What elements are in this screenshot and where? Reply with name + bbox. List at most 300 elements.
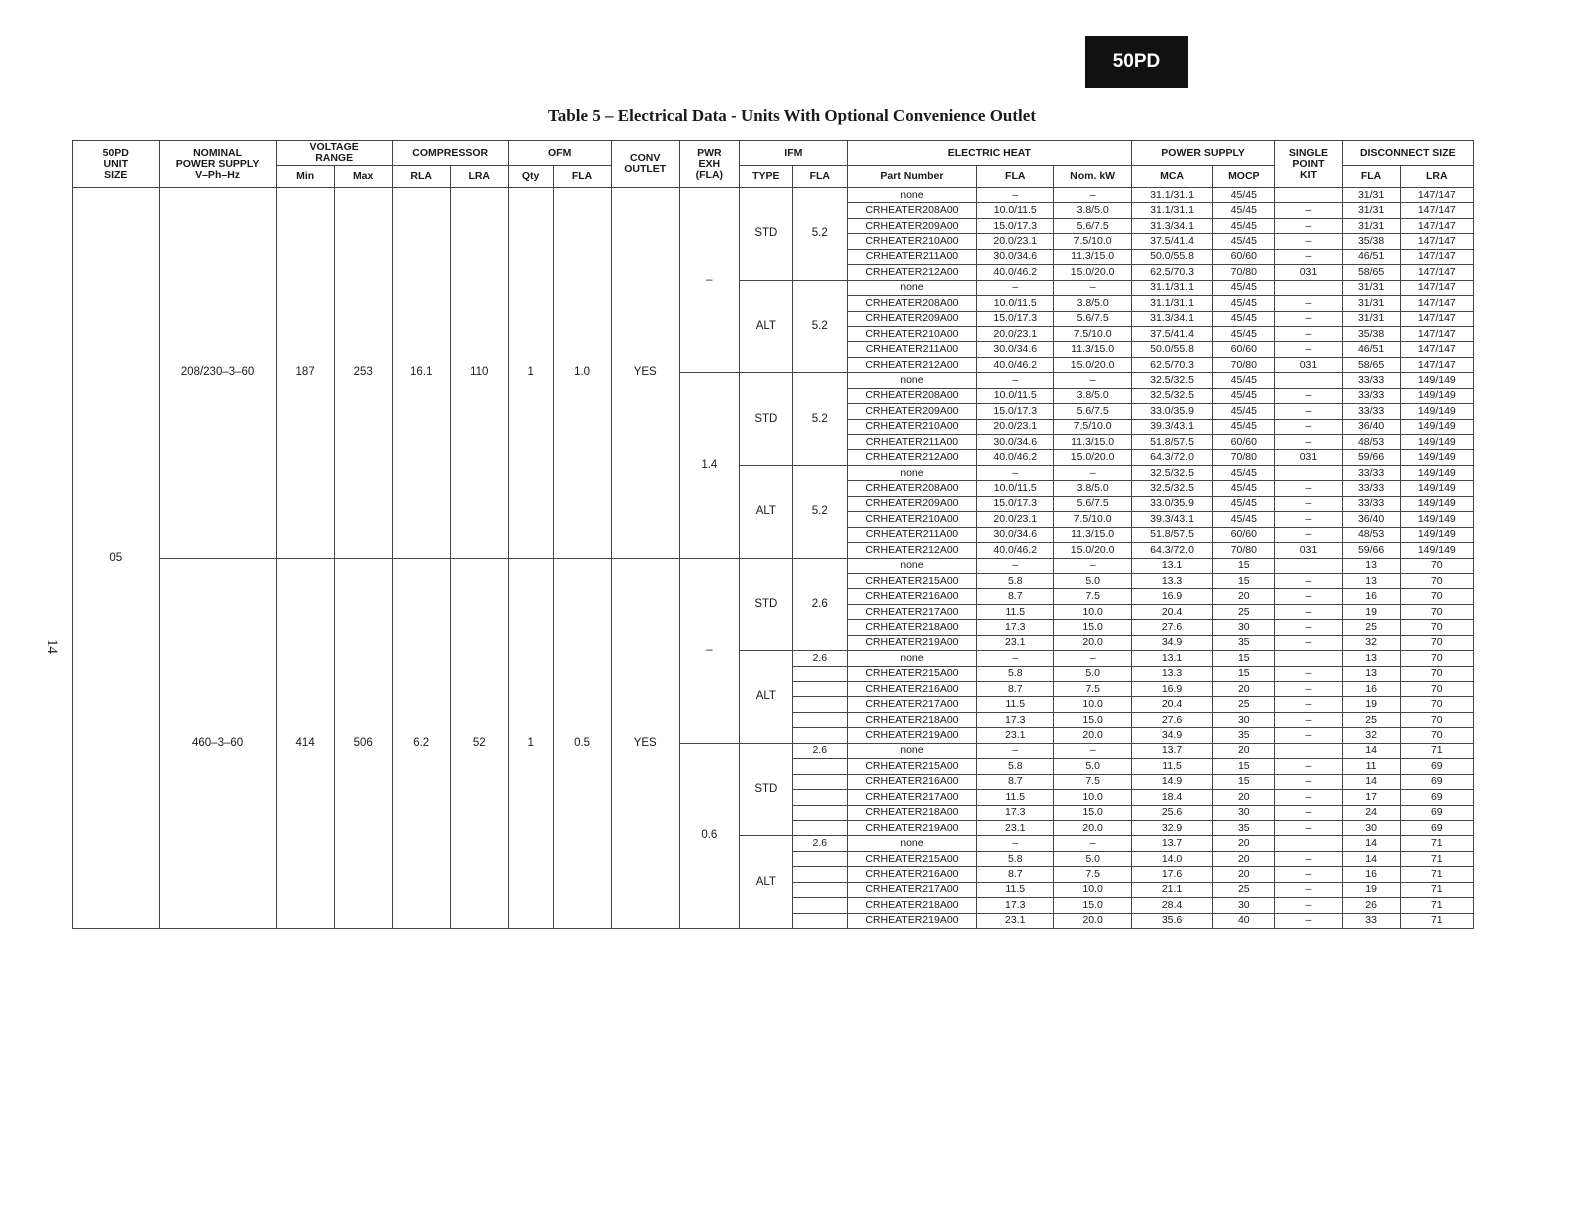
mca-cell: 21.1 <box>1131 882 1212 897</box>
nom-kw-cell: 11.3/15.0 <box>1054 249 1131 264</box>
disconnect-lra-cell: 70 <box>1400 682 1473 697</box>
disconnect-fla-cell: 33/33 <box>1342 481 1400 496</box>
mca-cell: 25.6 <box>1131 805 1212 820</box>
voltage-max-cell: 253 <box>334 188 392 559</box>
nom-kw-cell: 7.5/10.0 <box>1054 512 1131 527</box>
heat-fla-cell: 30.0/34.6 <box>977 435 1054 450</box>
col-part-number: Part Number <box>847 166 976 188</box>
mocp-cell: 45/45 <box>1213 188 1275 203</box>
part-number-cell: none <box>847 280 976 295</box>
col-power-supply: POWER SUPPLY <box>1131 141 1275 166</box>
part-number-cell: CRHEATER209A00 <box>847 496 976 511</box>
mocp-cell: 20 <box>1213 836 1275 851</box>
nom-kw-cell: 15.0 <box>1054 805 1131 820</box>
ifm-type-cell: STD <box>739 373 792 466</box>
nom-kw-cell: 15.0 <box>1054 898 1131 913</box>
col-pwr-exh: PWR EXH (FLA) <box>679 141 739 188</box>
single-point-kit-cell: – <box>1275 589 1342 604</box>
disconnect-lra-cell: 70 <box>1400 651 1473 666</box>
heat-fla-cell: – <box>977 465 1054 480</box>
disconnect-fla-cell: 31/31 <box>1342 311 1400 326</box>
heat-fla-cell: 10.0/11.5 <box>977 296 1054 311</box>
col-nominal-power-supply: NOMINAL POWER SUPPLY V–Ph–Hz <box>159 141 276 188</box>
disconnect-lra-cell: 149/149 <box>1400 450 1473 465</box>
ifm-type-cell: ALT <box>739 465 792 558</box>
compressor-rla-cell: 6.2 <box>392 558 450 929</box>
mca-cell: 37.5/41.4 <box>1131 326 1212 341</box>
disconnect-lra-cell: 70 <box>1400 712 1473 727</box>
nom-kw-cell: 10.0 <box>1054 697 1131 712</box>
conv-outlet-cell: YES <box>611 188 679 559</box>
heat-fla-cell: 10.0/11.5 <box>977 203 1054 218</box>
heat-fla-cell: 15.0/17.3 <box>977 311 1054 326</box>
ifm-fla-cell <box>792 774 847 789</box>
part-number-cell: CRHEATER216A00 <box>847 589 976 604</box>
mca-cell: 14.9 <box>1131 774 1212 789</box>
single-point-kit-cell: – <box>1275 326 1342 341</box>
mocp-cell: 30 <box>1213 805 1275 820</box>
disconnect-lra-cell: 70 <box>1400 635 1473 650</box>
heat-fla-cell: 20.0/23.1 <box>977 326 1054 341</box>
nom-kw-cell: 11.3/15.0 <box>1054 435 1131 450</box>
single-point-kit-cell <box>1275 836 1342 851</box>
nom-kw-cell: 7.5/10.0 <box>1054 326 1131 341</box>
mca-cell: 31.3/34.1 <box>1131 311 1212 326</box>
heat-fla-cell: 17.3 <box>977 805 1054 820</box>
nom-kw-cell: 7.5 <box>1054 774 1131 789</box>
mca-cell: 31.1/31.1 <box>1131 280 1212 295</box>
ifm-fla-cell: 2.6 <box>792 651 847 666</box>
disconnect-lra-cell: 147/147 <box>1400 311 1473 326</box>
electrical-data-table <box>72 140 1474 929</box>
single-point-kit-cell: – <box>1275 481 1342 496</box>
mca-cell: 62.5/70.3 <box>1131 265 1212 280</box>
single-point-kit-cell: 031 <box>1275 450 1342 465</box>
disconnect-fla-cell: 14 <box>1342 774 1400 789</box>
col-compressor: COMPRESSOR <box>392 141 508 166</box>
part-number-cell: CRHEATER216A00 <box>847 682 976 697</box>
ifm-fla-cell <box>792 697 847 712</box>
col-ofm-fla: FLA <box>553 166 611 188</box>
single-point-kit-cell: – <box>1275 682 1342 697</box>
single-point-kit-cell: – <box>1275 774 1342 789</box>
heat-fla-cell: 8.7 <box>977 867 1054 882</box>
heat-fla-cell: – <box>977 743 1054 758</box>
disconnect-lra-cell: 71 <box>1400 882 1473 897</box>
mca-cell: 34.9 <box>1131 728 1212 743</box>
disconnect-lra-cell: 149/149 <box>1400 481 1473 496</box>
mca-cell: 33.0/35.9 <box>1131 496 1212 511</box>
disconnect-fla-cell: 32 <box>1342 635 1400 650</box>
heat-fla-cell: – <box>977 651 1054 666</box>
voltage-min-cell: 187 <box>276 188 334 559</box>
nom-kw-cell: – <box>1054 188 1131 203</box>
disconnect-lra-cell: 71 <box>1400 898 1473 913</box>
heat-fla-cell: – <box>977 373 1054 388</box>
disconnect-fla-cell: 46/51 <box>1342 249 1400 264</box>
single-point-kit-cell: – <box>1275 635 1342 650</box>
mca-cell: 27.6 <box>1131 712 1212 727</box>
table-header <box>73 141 1474 188</box>
heat-fla-cell: 11.5 <box>977 790 1054 805</box>
col-nom-kw: Nom. kW <box>1054 166 1131 188</box>
mca-cell: 51.8/57.5 <box>1131 527 1212 542</box>
disconnect-fla-cell: 33/33 <box>1342 496 1400 511</box>
mocp-cell: 20 <box>1213 851 1275 866</box>
single-point-kit-cell: – <box>1275 712 1342 727</box>
disconnect-fla-cell: 33/33 <box>1342 388 1400 403</box>
mocp-cell: 20 <box>1213 867 1275 882</box>
mca-cell: 31.1/31.1 <box>1131 203 1212 218</box>
compressor-lra-cell: 52 <box>450 558 508 929</box>
mocp-cell: 60/60 <box>1213 249 1275 264</box>
nom-kw-cell: – <box>1054 651 1131 666</box>
col-disc-fla: FLA <box>1342 166 1400 188</box>
mca-cell: 31.3/34.1 <box>1131 218 1212 233</box>
mca-cell: 17.6 <box>1131 867 1212 882</box>
single-point-kit-cell: – <box>1275 620 1342 635</box>
disconnect-lra-cell: 147/147 <box>1400 188 1473 203</box>
disconnect-lra-cell: 71 <box>1400 743 1473 758</box>
nom-kw-cell: – <box>1054 280 1131 295</box>
part-number-cell: CRHEATER208A00 <box>847 296 976 311</box>
mocp-cell: 30 <box>1213 712 1275 727</box>
disconnect-fla-cell: 13 <box>1342 573 1400 588</box>
disconnect-fla-cell: 11 <box>1342 759 1400 774</box>
mca-cell: 51.8/57.5 <box>1131 435 1212 450</box>
disconnect-fla-cell: 33 <box>1342 913 1400 928</box>
part-number-cell: CRHEATER216A00 <box>847 867 976 882</box>
disconnect-fla-cell: 48/53 <box>1342 435 1400 450</box>
mocp-cell: 25 <box>1213 882 1275 897</box>
mocp-cell: 70/80 <box>1213 357 1275 372</box>
nom-kw-cell: 3.8/5.0 <box>1054 296 1131 311</box>
disconnect-lra-cell: 69 <box>1400 774 1473 789</box>
ofm-fla-cell: 1.0 <box>553 188 611 559</box>
part-number-cell: CRHEATER219A00 <box>847 913 976 928</box>
mca-cell: 50.0/55.8 <box>1131 249 1212 264</box>
mca-cell: 64.3/72.0 <box>1131 450 1212 465</box>
nom-kw-cell: 7.5 <box>1054 589 1131 604</box>
nom-kw-cell: 10.0 <box>1054 790 1131 805</box>
table-body <box>73 188 1474 929</box>
mocp-cell: 35 <box>1213 820 1275 835</box>
col-min: Min <box>276 166 334 188</box>
part-number-cell: none <box>847 836 976 851</box>
mocp-cell: 70/80 <box>1213 450 1275 465</box>
ifm-fla-cell: 5.2 <box>792 373 847 466</box>
nom-kw-cell: 5.6/7.5 <box>1054 404 1131 419</box>
ifm-fla-cell: 2.6 <box>792 743 847 758</box>
disconnect-fla-cell: 31/31 <box>1342 296 1400 311</box>
mca-cell: 32.5/32.5 <box>1131 388 1212 403</box>
nom-kw-cell: 10.0 <box>1054 882 1131 897</box>
mca-cell: 64.3/72.0 <box>1131 543 1212 558</box>
ifm-fla-cell <box>792 712 847 727</box>
disconnect-lra-cell: 69 <box>1400 805 1473 820</box>
nom-kw-cell: 10.0 <box>1054 604 1131 619</box>
part-number-cell: CRHEATER217A00 <box>847 604 976 619</box>
mca-cell: 28.4 <box>1131 898 1212 913</box>
ifm-fla-cell: 5.2 <box>792 188 847 281</box>
mocp-cell: 20 <box>1213 589 1275 604</box>
mocp-cell: 45/45 <box>1213 296 1275 311</box>
nom-kw-cell: 7.5 <box>1054 682 1131 697</box>
single-point-kit-cell: 031 <box>1275 543 1342 558</box>
heat-fla-cell: – <box>977 188 1054 203</box>
ofm-fla-cell: 0.5 <box>553 558 611 929</box>
heat-fla-cell: 40.0/46.2 <box>977 357 1054 372</box>
ifm-fla-cell <box>792 666 847 681</box>
nom-kw-cell: – <box>1054 465 1131 480</box>
disconnect-fla-cell: 17 <box>1342 790 1400 805</box>
mca-cell: 35.6 <box>1131 913 1212 928</box>
heat-fla-cell: – <box>977 280 1054 295</box>
nom-kw-cell: 20.0 <box>1054 728 1131 743</box>
heat-fla-cell: 20.0/23.1 <box>977 419 1054 434</box>
mocp-cell: 35 <box>1213 635 1275 650</box>
nom-kw-cell: 11.3/15.0 <box>1054 342 1131 357</box>
nom-kw-cell: 7.5/10.0 <box>1054 234 1131 249</box>
col-qty: Qty <box>508 166 553 188</box>
single-point-kit-cell: – <box>1275 388 1342 403</box>
col-ifm-fla: FLA <box>792 166 847 188</box>
mocp-cell: 45/45 <box>1213 388 1275 403</box>
part-number-cell: CRHEATER218A00 <box>847 805 976 820</box>
heat-fla-cell: 5.8 <box>977 759 1054 774</box>
part-number-cell: CRHEATER215A00 <box>847 759 976 774</box>
ifm-fla-cell: 2.6 <box>792 558 847 651</box>
part-number-cell: CRHEATER218A00 <box>847 620 976 635</box>
disconnect-fla-cell: 19 <box>1342 882 1400 897</box>
disconnect-lra-cell: 70 <box>1400 728 1473 743</box>
compressor-lra-cell: 110 <box>450 188 508 559</box>
mocp-cell: 15 <box>1213 759 1275 774</box>
ifm-fla-cell <box>792 682 847 697</box>
nom-kw-cell: 15.0/20.0 <box>1054 265 1131 280</box>
part-number-cell: CRHEATER209A00 <box>847 404 976 419</box>
disconnect-fla-cell: 31/31 <box>1342 188 1400 203</box>
col-conv-outlet: CONV OUTLET <box>611 141 679 188</box>
nom-kw-cell: 5.0 <box>1054 573 1131 588</box>
table-row <box>73 558 1474 573</box>
col-ofm: OFM <box>508 141 611 166</box>
disconnect-fla-cell: 48/53 <box>1342 527 1400 542</box>
part-number-cell: CRHEATER210A00 <box>847 419 976 434</box>
disconnect-fla-cell: 32 <box>1342 728 1400 743</box>
nom-kw-cell: 15.0/20.0 <box>1054 450 1131 465</box>
part-number-cell: CRHEATER212A00 <box>847 543 976 558</box>
heat-fla-cell: 15.0/17.3 <box>977 496 1054 511</box>
disconnect-lra-cell: 147/147 <box>1400 249 1473 264</box>
disconnect-lra-cell: 70 <box>1400 604 1473 619</box>
part-number-cell: CRHEATER215A00 <box>847 851 976 866</box>
nom-kw-cell: – <box>1054 373 1131 388</box>
mca-cell: 32.5/32.5 <box>1131 481 1212 496</box>
heat-fla-cell: 23.1 <box>977 913 1054 928</box>
heat-fla-cell: 17.3 <box>977 620 1054 635</box>
disconnect-lra-cell: 71 <box>1400 913 1473 928</box>
disconnect-lra-cell: 149/149 <box>1400 435 1473 450</box>
disconnect-lra-cell: 149/149 <box>1400 465 1473 480</box>
mca-cell: 62.5/70.3 <box>1131 357 1212 372</box>
pwr-exh-cell: 1.4 <box>679 373 739 558</box>
mocp-cell: 20 <box>1213 743 1275 758</box>
mocp-cell: 45/45 <box>1213 496 1275 511</box>
model-tag: 50PD <box>1085 36 1188 88</box>
heat-fla-cell: 11.5 <box>977 697 1054 712</box>
single-point-kit-cell: – <box>1275 218 1342 233</box>
ifm-type-cell: STD <box>739 743 792 836</box>
single-point-kit-cell: – <box>1275 512 1342 527</box>
mocp-cell: 30 <box>1213 898 1275 913</box>
disconnect-lra-cell: 147/147 <box>1400 342 1473 357</box>
part-number-cell: CRHEATER217A00 <box>847 882 976 897</box>
single-point-kit-cell: – <box>1275 573 1342 588</box>
single-point-kit-cell: – <box>1275 805 1342 820</box>
col-electric-heat: ELECTRIC HEAT <box>847 141 1131 166</box>
ifm-type-cell: ALT <box>739 651 792 744</box>
part-number-cell: CRHEATER210A00 <box>847 512 976 527</box>
col-lra: LRA <box>450 166 508 188</box>
part-number-cell: CRHEATER212A00 <box>847 265 976 280</box>
mocp-cell: 45/45 <box>1213 203 1275 218</box>
part-number-cell: CRHEATER219A00 <box>847 728 976 743</box>
mca-cell: 32.9 <box>1131 820 1212 835</box>
part-number-cell: CRHEATER211A00 <box>847 527 976 542</box>
disconnect-fla-cell: 35/38 <box>1342 326 1400 341</box>
disconnect-fla-cell: 16 <box>1342 589 1400 604</box>
mocp-cell: 15 <box>1213 774 1275 789</box>
mocp-cell: 20 <box>1213 790 1275 805</box>
ifm-type-cell: STD <box>739 558 792 651</box>
heat-fla-cell: 20.0/23.1 <box>977 512 1054 527</box>
mocp-cell: 25 <box>1213 697 1275 712</box>
single-point-kit-cell: – <box>1275 697 1342 712</box>
single-point-kit-cell: – <box>1275 419 1342 434</box>
disconnect-lra-cell: 149/149 <box>1400 543 1473 558</box>
part-number-cell: none <box>847 558 976 573</box>
single-point-kit-cell: – <box>1275 404 1342 419</box>
mca-cell: 20.4 <box>1131 697 1212 712</box>
mocp-cell: 45/45 <box>1213 512 1275 527</box>
col-disconnect-size: DISCONNECT SIZE <box>1342 141 1473 166</box>
part-number-cell: CRHEATER211A00 <box>847 249 976 264</box>
disconnect-fla-cell: 36/40 <box>1342 512 1400 527</box>
heat-fla-cell: 10.0/11.5 <box>977 481 1054 496</box>
single-point-kit-cell: – <box>1275 851 1342 866</box>
disconnect-lra-cell: 147/147 <box>1400 296 1473 311</box>
mocp-cell: 60/60 <box>1213 527 1275 542</box>
single-point-kit-cell: 031 <box>1275 357 1342 372</box>
nom-kw-cell: 15.0/20.0 <box>1054 543 1131 558</box>
disconnect-lra-cell: 147/147 <box>1400 265 1473 280</box>
heat-fla-cell: 15.0/17.3 <box>977 218 1054 233</box>
heat-fla-cell: 30.0/34.6 <box>977 342 1054 357</box>
single-point-kit-cell: – <box>1275 296 1342 311</box>
mocp-cell: 45/45 <box>1213 234 1275 249</box>
part-number-cell: CRHEATER217A00 <box>847 697 976 712</box>
single-point-kit-cell <box>1275 465 1342 480</box>
heat-fla-cell: 5.8 <box>977 851 1054 866</box>
disconnect-lra-cell: 70 <box>1400 697 1473 712</box>
mca-cell: 13.3 <box>1131 666 1212 681</box>
ifm-fla-cell <box>792 882 847 897</box>
part-number-cell: none <box>847 743 976 758</box>
mocp-cell: 45/45 <box>1213 404 1275 419</box>
mocp-cell: 15 <box>1213 651 1275 666</box>
single-point-kit-cell: – <box>1275 527 1342 542</box>
nom-kw-cell: 7.5/10.0 <box>1054 419 1131 434</box>
mca-cell: 16.9 <box>1131 589 1212 604</box>
mocp-cell: 45/45 <box>1213 280 1275 295</box>
pwr-exh-cell: – <box>679 188 739 373</box>
disconnect-fla-cell: 30 <box>1342 820 1400 835</box>
heat-fla-cell: 17.3 <box>977 712 1054 727</box>
mca-cell: 11.5 <box>1131 759 1212 774</box>
ifm-type-cell: STD <box>739 188 792 281</box>
ifm-fla-cell: 5.2 <box>792 280 847 373</box>
nom-kw-cell: 20.0 <box>1054 913 1131 928</box>
single-point-kit-cell: – <box>1275 882 1342 897</box>
nom-kw-cell: 15.0 <box>1054 712 1131 727</box>
mocp-cell: 70/80 <box>1213 265 1275 280</box>
heat-fla-cell: 8.7 <box>977 589 1054 604</box>
heat-fla-cell: 30.0/34.6 <box>977 249 1054 264</box>
heat-fla-cell: 5.8 <box>977 666 1054 681</box>
disconnect-lra-cell: 69 <box>1400 820 1473 835</box>
single-point-kit-cell <box>1275 280 1342 295</box>
disconnect-fla-cell: 36/40 <box>1342 419 1400 434</box>
single-point-kit-cell: – <box>1275 203 1342 218</box>
disconnect-fla-cell: 16 <box>1342 682 1400 697</box>
nominal-power-supply-cell: 208/230–3–60 <box>159 188 276 559</box>
disconnect-lra-cell: 149/149 <box>1400 496 1473 511</box>
part-number-cell: none <box>847 651 976 666</box>
single-point-kit-cell <box>1275 743 1342 758</box>
disconnect-lra-cell: 70 <box>1400 558 1473 573</box>
col-heat-fla: FLA <box>977 166 1054 188</box>
mocp-cell: 60/60 <box>1213 342 1275 357</box>
ifm-fla-cell: 5.2 <box>792 465 847 558</box>
mocp-cell: 45/45 <box>1213 419 1275 434</box>
single-point-kit-cell: – <box>1275 234 1342 249</box>
mca-cell: 13.1 <box>1131 558 1212 573</box>
heat-fla-cell: 10.0/11.5 <box>977 388 1054 403</box>
mocp-cell: 35 <box>1213 728 1275 743</box>
col-unit-size: 50PD UNIT SIZE <box>73 141 160 188</box>
heat-fla-cell: 8.7 <box>977 774 1054 789</box>
unit-size-cell: 05 <box>73 188 160 929</box>
mca-cell: 16.9 <box>1131 682 1212 697</box>
single-point-kit-cell: – <box>1275 311 1342 326</box>
disconnect-lra-cell: 147/147 <box>1400 357 1473 372</box>
mca-cell: 13.3 <box>1131 573 1212 588</box>
part-number-cell: CRHEATER216A00 <box>847 774 976 789</box>
mca-cell: 18.4 <box>1131 790 1212 805</box>
ifm-fla-cell <box>792 759 847 774</box>
col-voltage-range: VOLTAGE RANGE <box>276 141 392 166</box>
part-number-cell: CRHEATER217A00 <box>847 790 976 805</box>
nominal-power-supply-cell: 460–3–60 <box>159 558 276 929</box>
part-number-cell: none <box>847 465 976 480</box>
mocp-cell: 20 <box>1213 682 1275 697</box>
disconnect-fla-cell: 59/66 <box>1342 543 1400 558</box>
disconnect-lra-cell: 147/147 <box>1400 280 1473 295</box>
ifm-fla-cell <box>792 805 847 820</box>
disconnect-fla-cell: 19 <box>1342 697 1400 712</box>
col-ifm: IFM <box>739 141 847 166</box>
